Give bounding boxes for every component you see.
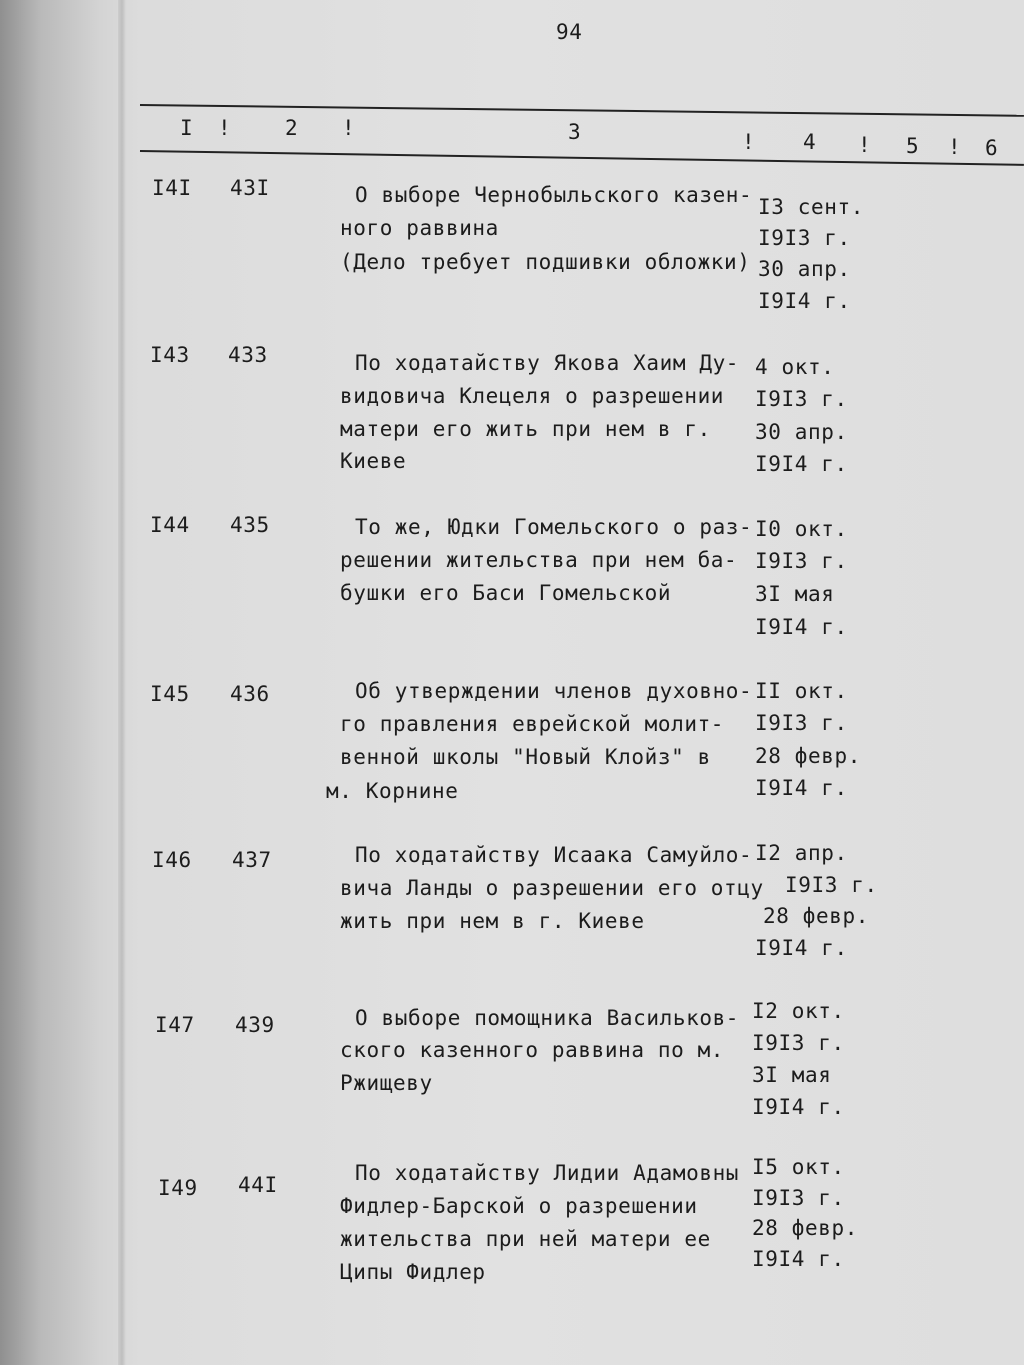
date-line: I9I3 г. bbox=[758, 226, 851, 250]
case-number: 435 bbox=[230, 513, 270, 537]
date-line: I9I4 г. bbox=[755, 776, 848, 800]
date-line: I9I4 г. bbox=[755, 452, 848, 476]
date-line: I5 окт. bbox=[752, 1155, 845, 1179]
header-col-2: 2 bbox=[285, 116, 299, 140]
title-line: То же, Юдки Гомельского о раз- bbox=[355, 515, 753, 539]
title-line: бушки его Баси Гомельской bbox=[340, 581, 672, 605]
title-line: венной школы "Новый Клойз" в bbox=[340, 745, 711, 769]
date-line: 30 апр. bbox=[755, 420, 848, 444]
title-line: Фидлер-Барской о разрешении bbox=[340, 1194, 698, 1218]
case-number: 433 bbox=[228, 343, 268, 367]
date-line: 28 февр. bbox=[763, 904, 869, 928]
date-line: 28 февр. bbox=[752, 1216, 858, 1240]
title-line: По ходатайству Исаака Самуйло- bbox=[355, 843, 753, 867]
header-col-6: 6 bbox=[985, 136, 999, 160]
header-sep-3: ! bbox=[742, 130, 756, 154]
case-number: 44I bbox=[238, 1173, 278, 1197]
header-col-1: I bbox=[180, 116, 194, 140]
date-line: 4 окт. bbox=[755, 355, 835, 379]
header-sep-4: ! bbox=[858, 133, 872, 157]
title-line: Киеве bbox=[340, 449, 407, 473]
page-fold-shadow bbox=[118, 0, 126, 1365]
header-top-rule bbox=[140, 104, 1024, 117]
date-line: 28 февр. bbox=[755, 744, 861, 768]
header-sep-1: ! bbox=[218, 116, 232, 140]
title-line: Ржищеву bbox=[340, 1071, 433, 1095]
date-line: 30 апр. bbox=[758, 257, 851, 281]
title-line: видовича Клецеля о разрешении bbox=[340, 384, 725, 408]
header-sep-2: ! bbox=[342, 116, 356, 140]
title-line: ного раввина bbox=[340, 216, 499, 240]
date-line: I9I4 г. bbox=[758, 289, 851, 313]
row-number: I46 bbox=[152, 848, 192, 872]
case-number: 436 bbox=[230, 682, 270, 706]
title-line: жить при нем в г. Киеве bbox=[340, 909, 645, 933]
date-line: I9I4 г. bbox=[752, 1247, 845, 1271]
title-line: О выборе помощника Васильков- bbox=[355, 1006, 740, 1030]
title-line: Ципы Фидлер bbox=[340, 1260, 486, 1284]
header-sep-5: ! bbox=[948, 135, 962, 159]
date-line: I9I4 г. bbox=[755, 936, 848, 960]
row-number: I49 bbox=[158, 1176, 198, 1200]
date-line: I2 апр. bbox=[755, 841, 848, 865]
date-line: 3I мая bbox=[752, 1063, 832, 1087]
title-line: О выборе Чернобыльского казен- bbox=[355, 183, 753, 207]
date-line: I9I4 г. bbox=[755, 615, 848, 639]
date-line: I3 сент. bbox=[758, 195, 864, 219]
page-number: 94 bbox=[556, 20, 583, 44]
row-number: I43 bbox=[150, 343, 190, 367]
header-col-4: 4 bbox=[803, 130, 817, 154]
title-line: (Дело требует подшивки обложки) bbox=[340, 250, 751, 274]
title-line: жительства при ней матери ее bbox=[340, 1227, 711, 1251]
date-line: I9I4 г. bbox=[752, 1095, 845, 1119]
date-line: I9I3 г. bbox=[752, 1186, 845, 1210]
row-number: I4I bbox=[152, 176, 192, 200]
date-line: I9I3 г. bbox=[755, 387, 848, 411]
title-line: По ходатайству Якова Хаим Ду- bbox=[355, 351, 740, 375]
date-line: II окт. bbox=[755, 679, 848, 703]
date-line: 3I мая bbox=[755, 582, 835, 606]
case-number: 43I bbox=[230, 176, 270, 200]
title-line: Об утверждении членов духовно- bbox=[355, 679, 753, 703]
header-bottom-rule bbox=[140, 150, 1024, 166]
title-line: го правления еврейской молит- bbox=[340, 712, 725, 736]
title-line: матери его жить при нем в г. bbox=[340, 417, 711, 441]
date-line: I9I3 г. bbox=[755, 549, 848, 573]
date-line: I0 окт. bbox=[755, 517, 848, 541]
header-col-3: 3 bbox=[568, 120, 582, 144]
date-line: I9I3 г. bbox=[755, 711, 848, 735]
title-line: решении жительства при нем ба- bbox=[340, 548, 738, 572]
date-line: I9I3 г. bbox=[785, 873, 878, 897]
title-line: По ходатайству Лидии Адамовны bbox=[355, 1161, 740, 1185]
row-number: I47 bbox=[155, 1013, 195, 1037]
title-line: м. Корнине bbox=[326, 779, 459, 803]
title-line: вича Ланды о разрешении его отцу bbox=[340, 876, 764, 900]
date-line: I2 окт. bbox=[752, 999, 845, 1023]
date-line: I9I3 г. bbox=[752, 1031, 845, 1055]
row-number: I44 bbox=[150, 513, 190, 537]
header-col-5: 5 bbox=[906, 134, 920, 158]
case-number: 439 bbox=[235, 1013, 275, 1037]
title-line: ского казенного раввина по м. bbox=[340, 1038, 725, 1062]
case-number: 437 bbox=[232, 848, 272, 872]
row-number: I45 bbox=[150, 682, 190, 706]
